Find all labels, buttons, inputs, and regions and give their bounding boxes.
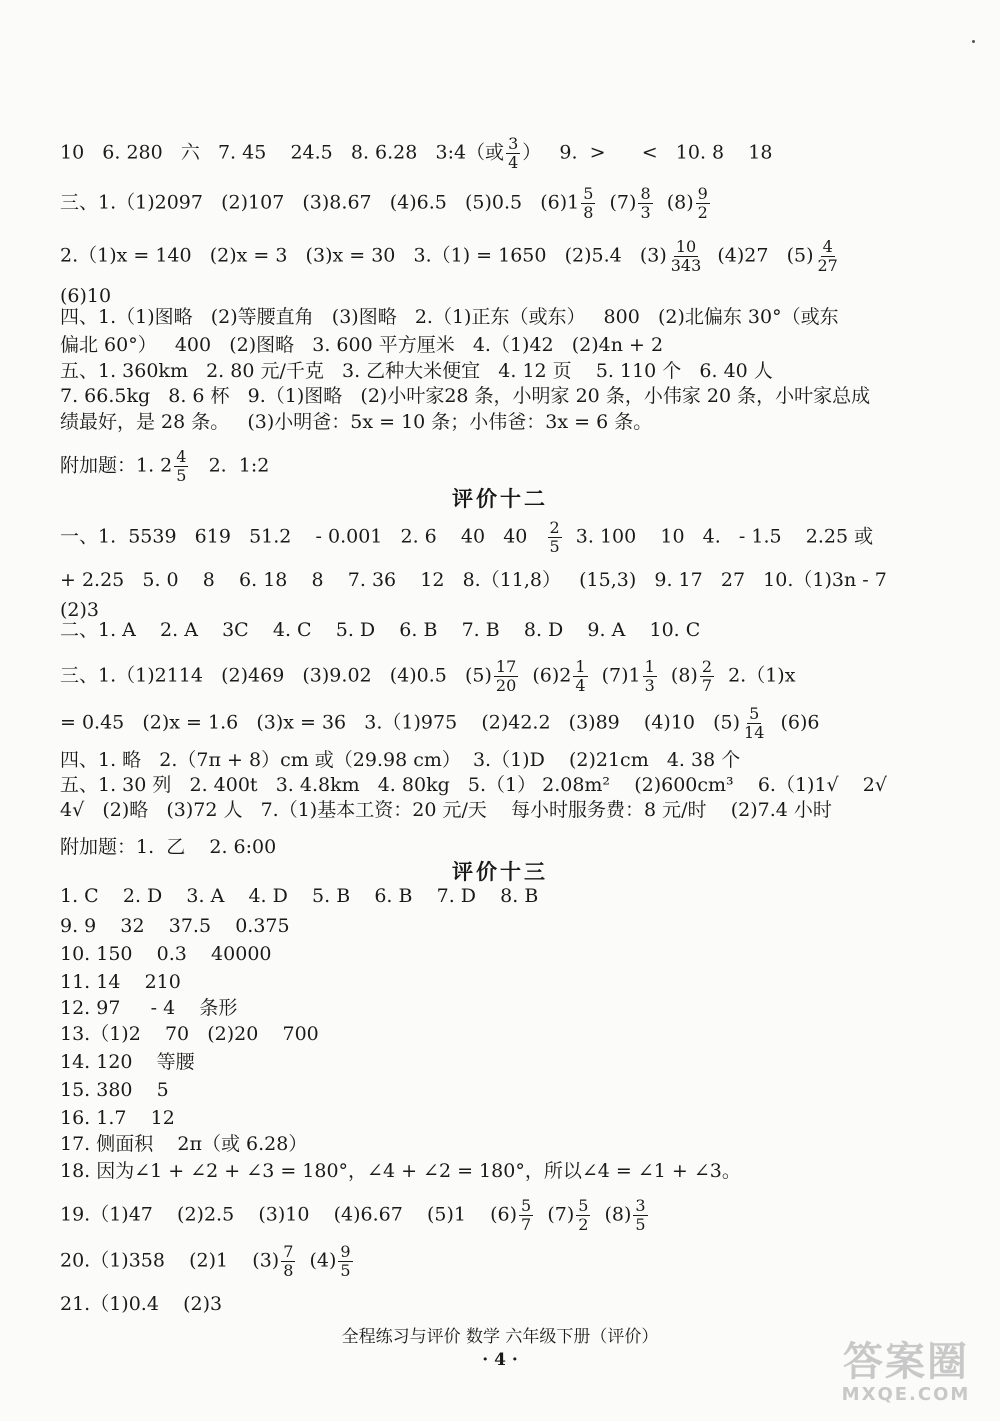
answer-text: (7)1 [589, 664, 641, 687]
fraction-denominator: 3 [640, 203, 651, 222]
answer-line [60, 705, 819, 742]
answer-text: (6)2 [520, 664, 572, 687]
fraction [633, 1197, 647, 1234]
fraction-numerator: 3 [508, 134, 519, 153]
fraction-numerator: 5 [578, 1196, 589, 1215]
answer-line [60, 567, 887, 593]
fraction-denominator: 14 [744, 723, 765, 742]
footer-title: 全程练习与评价 数学 六年级下册（评价） [341, 1327, 659, 1347]
answer-line [60, 1131, 307, 1157]
answer-text: 二、1. A 2. A 3C 4. C 5. D 6. B 7. B 8. D 9. A 10. C [60, 619, 701, 641]
answer-line [60, 383, 870, 409]
fraction-numerator: 1 [575, 657, 586, 676]
answer-text: (8) [654, 191, 694, 214]
answer-line [60, 409, 652, 435]
fraction-numerator: 5 [583, 184, 594, 203]
answer-text: 2.（1)x = 140 (2)x = 3 (3)x = 30 3.（1) = 1650 (2)5.4 (3) [60, 244, 667, 267]
answer-text: ） 9. > < 10. 8 18 [522, 141, 773, 164]
answer-text: 四、1. 略 2.（7π + 8）cm 或（29.98 cm） 3.（1)D (2)21cm 4. 38 个 [60, 749, 741, 771]
fraction-numerator: 4 [822, 237, 833, 256]
answer-text: 三、1.（1)2097 (2)107 (3)8.67 (4)6.5 (5)0.5 (6)1 [60, 191, 580, 214]
fraction-denominator: 20 [495, 676, 517, 695]
page-number: · 4 · [482, 1350, 518, 1370]
answer-text: (6)6 [768, 711, 820, 734]
fraction-numerator: 2 [549, 518, 560, 537]
answer-line [60, 1077, 169, 1103]
section-heading-12: 评价十二 [452, 486, 548, 511]
answer-line [60, 1105, 175, 1131]
fraction-denominator: 2 [697, 203, 708, 222]
answer-text: 绩最好，是 28 条。 (3)小明爸：5x = 10 条；小伟爸：3x = 6 条。 [60, 411, 653, 433]
answer-text: 18. 因为∠1 + ∠2 + ∠3 = 180°，∠4 + ∠2 = 180°，所以∠4 = ∠1 + ∠3。 [60, 1160, 741, 1182]
fraction-numerator: 5 [521, 1196, 532, 1215]
answer-line [60, 1291, 222, 1317]
answer-text: (7) [597, 191, 637, 214]
answer-line [60, 238, 842, 275]
fraction-numerator: 1 [644, 657, 655, 676]
answer-line [60, 797, 832, 823]
fraction [643, 658, 657, 695]
fraction-numerator: 9 [697, 184, 708, 203]
answer-text: 10 6. 280 六 7. 45 24.5 8. 6.28 3:4（或 [60, 141, 505, 164]
answer-text: 13.（1)2 70 (2)20 700 [60, 1023, 319, 1045]
fraction [338, 1243, 352, 1280]
answer-line [60, 913, 290, 939]
answer-text: = 0.45 (2)x = 1.6 (3)x = 36 3.（1)975 (2)42.2 (3)89 (4)10 (5) [60, 711, 741, 734]
answer-text: (2)3 [60, 599, 100, 621]
answer-text: 20.（1)358 (2)1 (3) [60, 1249, 280, 1272]
answer-text: 14. 120 等腰 [60, 1051, 195, 1073]
fraction-numerator: 17 [495, 657, 517, 676]
answer-line [60, 969, 181, 995]
answer-text: 17. 侧面积 2π（或 6.28） [60, 1133, 308, 1155]
answer-line [60, 941, 272, 967]
fraction [281, 1243, 295, 1280]
fraction-denominator: 5 [549, 537, 560, 556]
answer-text: (8) [658, 664, 698, 687]
answer-line [60, 747, 740, 773]
answer-line [60, 185, 712, 222]
fraction-denominator: 5 [176, 466, 187, 485]
answer-text: 16. 1.7 12 [60, 1107, 175, 1129]
answer-text: + 2.25 5. 0 8 6. 18 8 7. 36 12 8.（11,8） (15,3) 9. 17 27 10.（1)3n - 7 [60, 569, 887, 591]
fraction-denominator: 343 [670, 256, 702, 275]
fraction [494, 658, 518, 695]
watermark-top: 答案圈 [843, 1339, 969, 1385]
answer-line [60, 304, 839, 330]
answer-text: 9. 9 32 37.5 0.375 [60, 915, 290, 937]
answer-text: 7. 66.5kg 8. 6 杯 9.（1)图略 (2)小叶家28 条，小明家 20 条，小伟家 20 条，小叶家总成 [60, 385, 871, 407]
answer-text: 19.（1)47 (2)2.5 (3)10 (4)6.67 (5)1 (6) [60, 1203, 518, 1226]
fraction [576, 1197, 590, 1234]
answer-text: 附加题：1. 2 [60, 454, 173, 477]
answer-line [60, 332, 663, 358]
fraction-denominator: 7 [701, 676, 713, 695]
answer-line [60, 448, 269, 485]
fraction [573, 658, 587, 695]
fraction-denominator: 4 [508, 153, 519, 172]
fraction [696, 185, 710, 222]
answer-text: 1. C 2. D 3. A 4. D 5. B 6. B 7. D 8. B [60, 885, 539, 907]
fraction-numerator: 3 [635, 1196, 646, 1215]
fraction [506, 135, 520, 172]
fraction [519, 1197, 533, 1234]
answer-line [60, 658, 795, 695]
answer-text: 五、1. 30 列 2. 400t 3. 4.8km 4. 80kg 5.（1） 2.08m² (2)600cm³ 6.（1)1√ 2√ [60, 774, 888, 796]
section-heading-13: 评价十三 [452, 859, 548, 884]
answer-line [60, 1021, 319, 1047]
answer-line [60, 995, 237, 1021]
answer-text: 偏北 60°） 400 (2)图略 3. 600 平方厘米 4.（1)42 (2)4n + 2 [60, 334, 664, 356]
fraction [700, 658, 714, 695]
answer-line [60, 1158, 741, 1184]
answer-line [60, 519, 873, 556]
fraction-numerator: 9 [340, 1242, 351, 1261]
fraction [581, 185, 595, 222]
fraction-numerator: 10 [675, 237, 697, 256]
answer-line [60, 883, 538, 909]
answer-text: 4√ (2)略 (3)72 人 7.（1)基本工资：20 元/天 每小时服务费：8 元/时 (2)7.4 小时 [60, 799, 832, 821]
answer-text: 3. 100 10 4. - 1.5 2.25 或 [563, 525, 874, 548]
fraction-denominator: 27 [817, 256, 838, 275]
answer-text: (8) [592, 1203, 632, 1226]
fraction-denominator: 7 [521, 1215, 532, 1234]
fraction-denominator: 8 [583, 203, 594, 222]
ink-dot [972, 40, 975, 43]
fraction-denominator: 8 [283, 1261, 294, 1280]
answer-line [60, 135, 772, 172]
answer-line [60, 772, 887, 798]
fraction-numerator: 8 [640, 184, 651, 203]
fraction-numerator: 2 [701, 657, 713, 676]
fraction [816, 238, 840, 275]
answer-line [60, 358, 773, 384]
fraction-denominator: 4 [575, 676, 586, 695]
fraction-denominator: 2 [578, 1215, 589, 1234]
answer-text: 2. 1:2 [190, 454, 270, 477]
fraction-denominator: 5 [635, 1215, 646, 1234]
answer-text: 四、1.（1)图略 (2)等腰直角 (3)图略 2.（1)正东（或东） 800 (2)北偏东 30°（或东 [60, 306, 839, 328]
answer-line [60, 1049, 195, 1075]
answer-text: 10. 150 0.3 40000 [60, 943, 272, 965]
answer-text: (4) [297, 1249, 337, 1272]
fraction-numerator: 7 [283, 1242, 294, 1261]
fraction-numerator: 5 [749, 704, 760, 723]
answer-text: (6)10 [60, 285, 112, 307]
watermark-logo [826, 1340, 986, 1410]
answer-text: 21.（1)0.4 (2)3 [60, 1293, 223, 1315]
fraction-denominator: 5 [340, 1261, 351, 1280]
fraction [548, 519, 562, 556]
fraction [742, 705, 766, 742]
fraction [638, 185, 652, 222]
fraction-denominator: 3 [644, 676, 655, 695]
answer-text: 附加题：1. 乙 2. 6:00 [60, 836, 277, 858]
answer-text: 五、1. 360km 2. 80 元/千克 3. 乙种大米便宜 4. 12 页 5. 110 个 6. 40 人 [60, 360, 773, 382]
fraction [174, 448, 188, 485]
answer-line [60, 1197, 650, 1234]
answer-text: 12. 97 - 4 条形 [60, 997, 238, 1019]
answer-text: 15. 380 5 [60, 1079, 169, 1101]
answer-line [60, 1243, 355, 1280]
watermark-bottom: MXQE.COM [841, 1384, 971, 1405]
answer-text: 11. 14 210 [60, 971, 181, 993]
answer-text: 2.（1)x [716, 664, 796, 687]
answer-text: 三、1.（1)2114 (2)469 (3)9.02 (4)0.5 (5) [60, 664, 492, 687]
fraction [669, 238, 704, 275]
answer-text: 一、1. 5539 619 51.2 - 0.001 2. 6 40 40 [60, 525, 546, 548]
answer-text: (4)27 (5) [705, 244, 814, 267]
answer-text: (7) [535, 1203, 575, 1226]
fraction-numerator: 4 [176, 447, 187, 466]
answer-line [60, 617, 700, 643]
